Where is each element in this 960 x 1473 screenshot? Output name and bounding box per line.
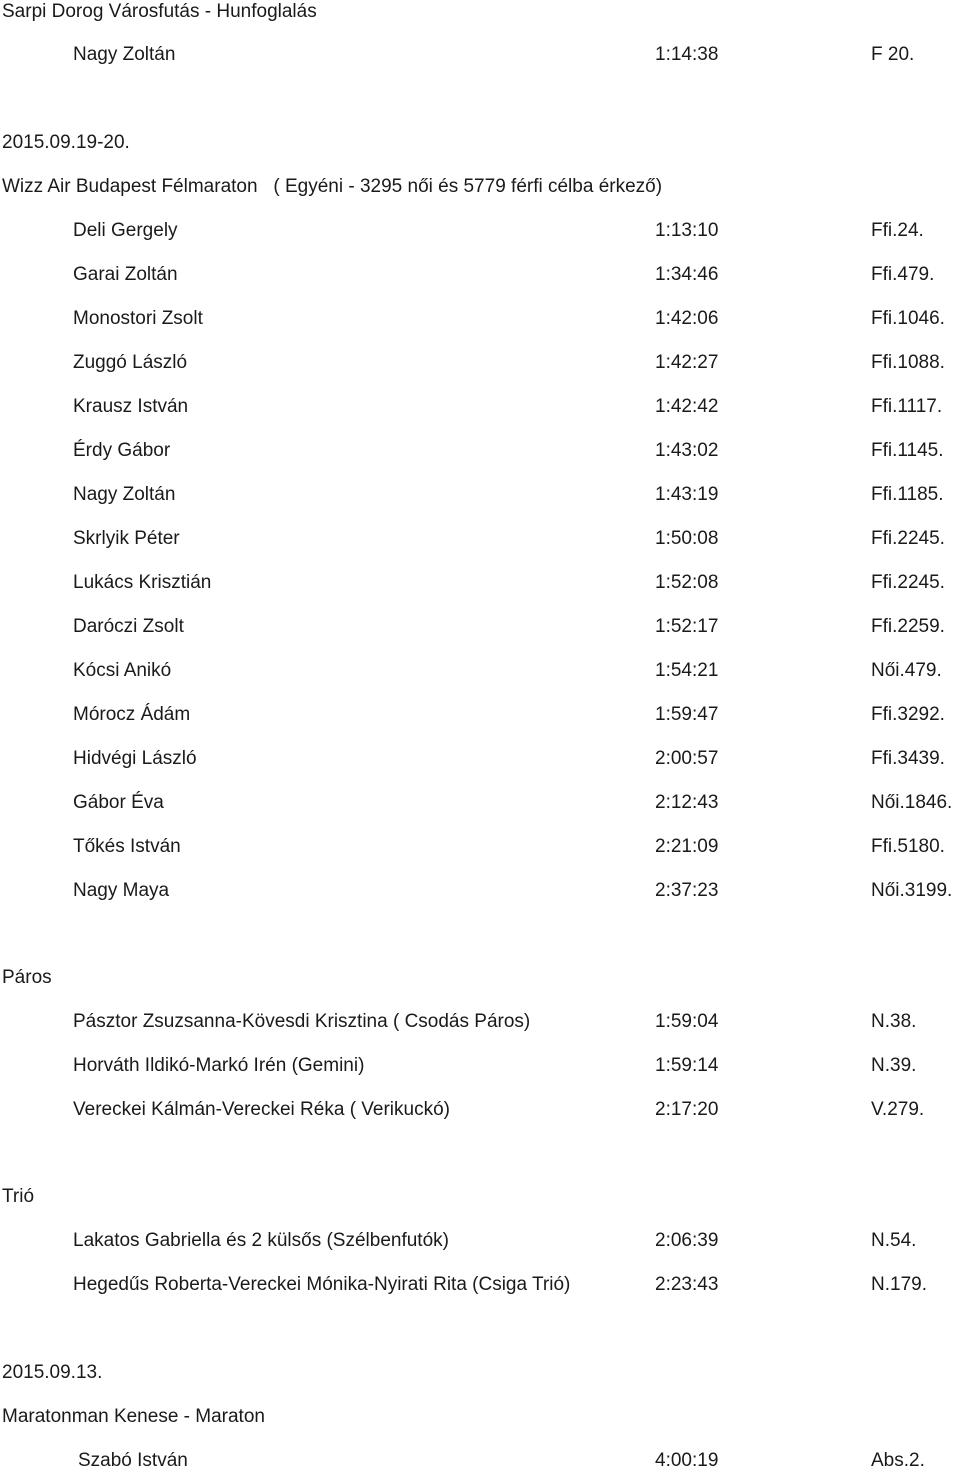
finish-time: 1:34:46 (655, 264, 719, 285)
runner-name: Garai Zoltán (73, 264, 178, 285)
finish-time: 2:17:20 (655, 1099, 719, 1120)
finish-time: 1:42:27 (655, 352, 719, 373)
placement: Ffi.2259. (871, 616, 945, 637)
runner-name: Zuggó László (73, 352, 188, 373)
result-row (0, 439, 960, 463)
finish-time: 1:50:08 (655, 528, 719, 549)
result-row (0, 527, 960, 551)
runner-name: Nagy Zoltán (73, 44, 176, 65)
finish-time: 2:37:23 (655, 880, 719, 901)
placement: N.179. (871, 1274, 927, 1295)
event-date: 2015.09.19-20. (2, 132, 130, 153)
runner-name: Daróczi Zsolt (73, 616, 184, 637)
placement: Ffi.1117. (871, 396, 943, 417)
page-title: Sarpi Dorog Városfutás - Hunfoglalás (2, 1, 317, 22)
runner-name: Vereckei Kálmán-Vereckei Réka ( Verikuckó) (73, 1099, 450, 1120)
event-date: 2015.09.13. (2, 1362, 103, 1383)
finish-time: 2:21:09 (655, 836, 719, 857)
runner-name: Gábor Éva (73, 792, 164, 813)
finish-time: 1:43:02 (655, 440, 719, 461)
placement: Ffi.1088. (871, 352, 945, 373)
placement: Ffi.5180. (871, 836, 945, 857)
placement: N.54. (871, 1230, 917, 1251)
placement: Ffi.1046. (871, 308, 945, 329)
runner-name: Deli Gergely (73, 220, 178, 241)
placement: F 20. (871, 44, 915, 65)
runner-name: Tőkés István (73, 836, 181, 857)
finish-time: 1:52:17 (655, 616, 719, 637)
placement: Ffi.24. (871, 220, 924, 241)
placement: Ffi.3292. (871, 704, 945, 725)
result-row (0, 307, 960, 331)
finish-time: 1:59:14 (655, 1055, 719, 1076)
runner-name: Érdy Gábor (73, 440, 171, 461)
result-row (0, 659, 960, 683)
finish-time: 4:00:19 (655, 1450, 719, 1471)
result-row (0, 879, 960, 903)
runner-name: Skrlyik Péter (73, 528, 180, 549)
result-row (0, 1449, 960, 1473)
finish-time: 2:00:57 (655, 748, 719, 769)
finish-time: 1:59:04 (655, 1011, 719, 1032)
placement: Ffi.2245. (871, 572, 945, 593)
placement: Ffi.479. (871, 264, 935, 285)
result-row (0, 835, 960, 859)
result-row (0, 615, 960, 639)
runner-name: Horváth Ildikó-Markó Irén (Gemini) (73, 1055, 365, 1076)
finish-time: 1:43:19 (655, 484, 719, 505)
result-row (0, 395, 960, 419)
runner-name: Lakatos Gabriella és 2 külsős (Szélbenfutók) (73, 1230, 449, 1251)
runner-name: Hegedűs Roberta-Vereckei Mónika-Nyirati Rita (Csiga Trió) (73, 1274, 571, 1295)
result-row (0, 747, 960, 771)
result-row (0, 703, 960, 727)
placement: Női.1846. (871, 792, 953, 813)
result-row (0, 1098, 960, 1122)
placement: N.39. (871, 1055, 917, 1076)
section-title-paros: Páros (2, 967, 52, 988)
result-row (0, 1273, 960, 1297)
result-row (0, 219, 960, 243)
section-title-trio: Trió (2, 1186, 35, 1207)
runner-name: Hidvégi László (73, 748, 197, 769)
result-row (0, 263, 960, 287)
placement: Ffi.1145. (871, 440, 944, 461)
result-row (0, 791, 960, 815)
result-row (0, 571, 960, 595)
result-row (0, 1054, 960, 1078)
finish-time: 1:59:47 (655, 704, 719, 725)
placement: Női.479. (871, 660, 942, 681)
placement: Ffi.3439. (871, 748, 945, 769)
finish-time: 1:42:42 (655, 396, 719, 417)
runner-name: Krausz István (73, 396, 189, 417)
result-row (0, 351, 960, 375)
placement: N.38. (871, 1011, 917, 1032)
finish-time: 2:23:43 (655, 1274, 719, 1295)
placement: Abs.2. (871, 1450, 925, 1471)
finish-time: 1:54:21 (655, 660, 719, 681)
runner-name: Nagy Zoltán (73, 484, 176, 505)
finish-time: 1:13:10 (655, 220, 719, 241)
event-title: Maratonman Kenese - Maraton (2, 1406, 265, 1427)
runner-name: Pásztor Zsuzsanna-Kövesdi Krisztina ( Csodás Páros) (73, 1011, 531, 1032)
runner-name: Monostori Zsolt (73, 308, 203, 329)
placement: Női.3199. (871, 880, 953, 901)
result-row (0, 1010, 960, 1034)
finish-time: 1:14:38 (655, 44, 719, 65)
result-row (0, 43, 960, 67)
result-row (0, 483, 960, 507)
runner-name: Nagy Maya (73, 880, 170, 901)
placement: Ffi.1185. (871, 484, 944, 505)
finish-time: 1:52:08 (655, 572, 719, 593)
event-title: Wizz Air Budapest Félmaraton ( Egyéni - 3295 női és 5779 férfi célba érkező) (2, 176, 663, 197)
finish-time: 2:12:43 (655, 792, 719, 813)
finish-time: 2:06:39 (655, 1230, 719, 1251)
result-row (0, 1229, 960, 1253)
finish-time: 1:42:06 (655, 308, 719, 329)
runner-name: Szabó István (78, 1450, 188, 1471)
placement: V.279. (871, 1099, 925, 1120)
runner-name: Mórocz Ádám (73, 704, 191, 725)
runner-name: Lukács Krisztián (73, 572, 212, 593)
placement: Ffi.2245. (871, 528, 945, 549)
runner-name: Kócsi Anikó (73, 660, 172, 681)
